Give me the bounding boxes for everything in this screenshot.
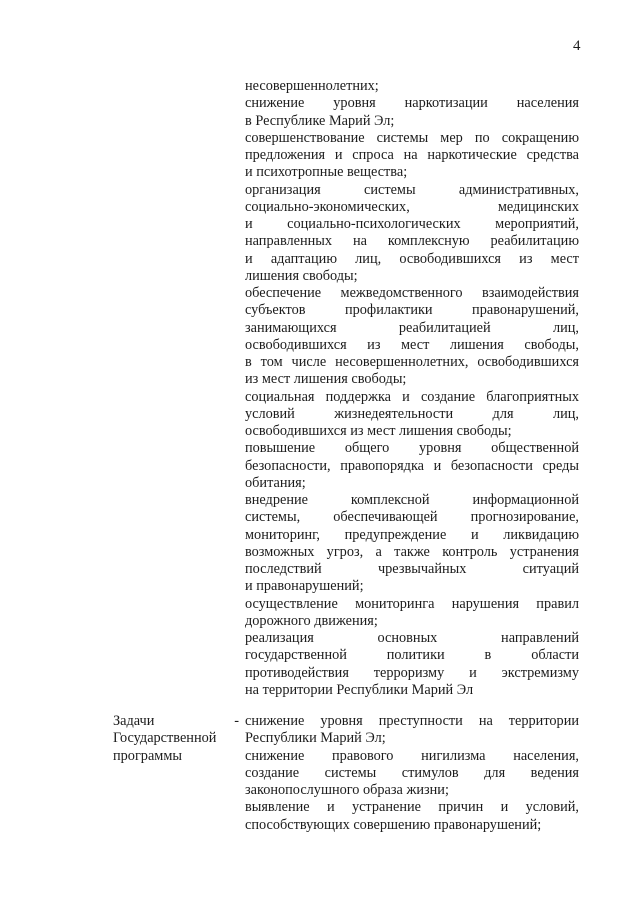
text-line: внедрение комплексной информационной	[245, 492, 579, 508]
text-line: мониторинг, предупреждение и ликвидацию	[245, 526, 579, 543]
text-line: лишения свободы;	[245, 267, 358, 284]
text-line: предложения и спроса на наркотические средства	[245, 147, 579, 163]
tasks-label-dash: -	[234, 713, 239, 729]
goals-text-continued	[245, 78, 579, 699]
text-line: социально-экономических, медицинских	[245, 198, 579, 215]
text-line: организация системы административных,	[245, 181, 579, 198]
text-line: и адаптацию лиц, освободившихся из мест	[245, 250, 579, 267]
text-line: занимающихся реабилитацией лиц,	[245, 319, 579, 336]
tasks-label-line: Государственной	[113, 730, 217, 747]
text-line: последствий чрезвычайных ситуаций	[245, 561, 579, 577]
text-line: системы, обеспечивающей прогнозирование,	[245, 509, 579, 526]
text-line: условий жизнедеятельности для лиц,	[245, 405, 579, 422]
text-line: на территории Республики Марий Эл	[245, 681, 474, 698]
text-line: безопасности, правопорядка и безопасности среды	[245, 457, 579, 474]
text-line: дорожного движения;	[245, 612, 378, 629]
text-line: снижение уровня наркотизации населения	[245, 95, 579, 112]
text-line: противодействия терроризму и экстремизму	[245, 664, 579, 681]
text-line: и социально-психологических мероприятий,	[245, 216, 579, 232]
text-line: в Республике Марий Эл;	[245, 112, 395, 129]
text-line: законопослушного образа жизни;	[245, 782, 449, 798]
text-line: обитания;	[245, 474, 306, 491]
text-line: освободившихся из мест лишения свободы;	[245, 423, 512, 439]
text-line: из мест лишения свободы;	[245, 371, 407, 388]
text-line: социальная поддержка и создание благоприятных	[245, 388, 579, 405]
text-line: Республики Марий Эл;	[245, 730, 386, 747]
text-line: создание системы стимулов для ведения	[245, 764, 579, 781]
text-line: способствующих совершению правонарушений;	[245, 816, 542, 833]
text-line: выявление и устранение причин и условий,	[245, 799, 579, 816]
text-line: снижение уровня преступности на территории	[245, 713, 579, 729]
tasks-label-line: программы	[113, 747, 183, 764]
text-line: реализация основных направлений	[245, 630, 579, 646]
text-line: государственной политики в области	[245, 647, 579, 664]
text-line: повышение общего уровня общественной	[245, 440, 579, 457]
text-line: снижение правового нигилизма населения,	[245, 747, 579, 764]
text-line: и правонарушений;	[245, 578, 364, 595]
text-line: освободившихся из мест лишения свободы,	[245, 336, 579, 353]
text-line: обеспечение межведомственного взаимодействия	[245, 285, 579, 301]
text-line: в том числе несовершеннолетних, освободившихся	[245, 354, 579, 370]
tasks-label-line: Задачи	[113, 713, 155, 729]
text-line: и психотропные вещества;	[245, 164, 408, 181]
text-line: несовершеннолетних;	[245, 78, 379, 94]
tasks-text	[245, 713, 579, 834]
text-line: субъектов профилактики правонарушений,	[245, 302, 579, 319]
text-line: совершенствование системы мер по сокращению	[245, 129, 579, 146]
tasks-label	[113, 713, 240, 765]
text-line: возможных угроз, а также контроль устранения	[245, 543, 579, 560]
page-number: 4	[573, 38, 581, 54]
text-line: осуществление мониторинга нарушения правил	[245, 595, 579, 612]
text-line: направленных на комплексную реабилитацию	[245, 233, 579, 250]
